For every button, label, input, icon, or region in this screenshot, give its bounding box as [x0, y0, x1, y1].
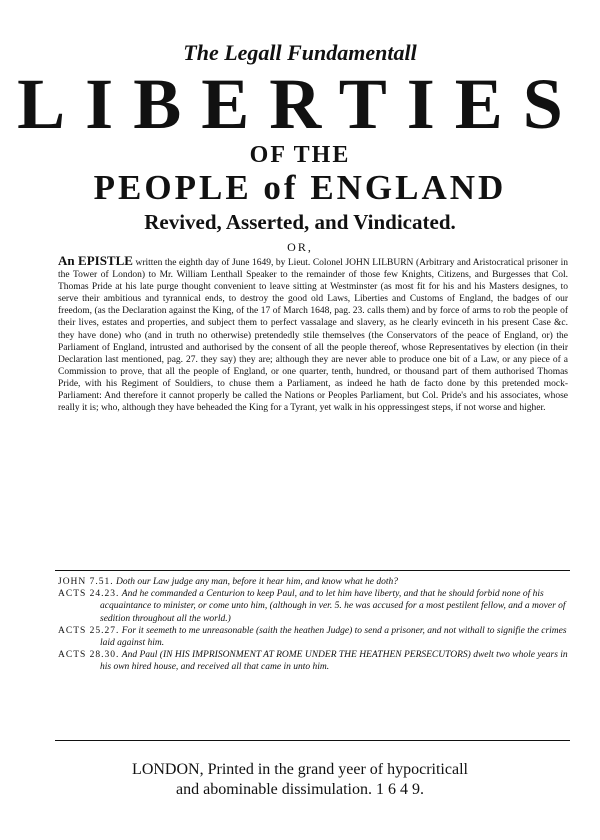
imprint-line-1: LONDON, Printed in the grand yeer of hypocriticall — [132, 761, 468, 778]
reference-citation: ACTS 25.27. — [58, 625, 120, 636]
imprint-line-2: and abominable dissimulation. 1 6 4 9. — [176, 781, 424, 798]
title-of-the: OF THE — [249, 142, 351, 168]
reference-citation: JOHN 7.51. — [58, 577, 114, 587]
reference-item — [58, 588, 570, 625]
title-people-of-england: PEOPLE of ENGLAND — [93, 168, 507, 207]
epistle-text: written the eighth day of June 1649, by Lieut. Colonel JOHN LILBURN (Arbitrary and Aristocratical prisoner in the Tower of London) to Mr. William Lenthall Speaker to the remainder of those few Knights, Citizens, and Burgesses that Col. Thomas Pride at his late purge thought convenient to leave sitting at Westminster (as most fit for his and his Masters designes, to serve their ambitious and tyrannical ends, to destroy the good old Laws, Liberties and Customs of England, the badges of our freedom, (as the Declaration against the King, of the 17 of March 1648, pag. 23. calls them) and by force of arms to rob the people of their lives, estates and properties, and subject them to perfect vassalage and slavery, as he clearly evinceth in his present Case &c. they have done) who (and in truth no otherwise) pretendedly stile themselves (the Conservators of the peace of England, or) the Parliament of England, intrusted and authorised by the consent of all the people thereof, whose Representatives by election (in their Declaration last mentioned, pag. 27. they say) they are; although they are never able to produce one bit of a Law, or any piece of a Commission to prove, that all the people of England, or one quarter, tenth, hundred, or thousand part of them authorised Thomas Pride, with his Regiment of Souldiers, to chuse them a Parliament, as indeed he hath de facto done by this pretended mock-Parliament: And therefore it cannot properly be called the Nations or Peoples Parliament, but Col. Pride's and his associates, whose really it is; who, although they have beheaded the King for a Tyrant, yet walk in his oppressingest steps, if not worse and higher. — [58, 258, 568, 414]
scripture-references — [58, 576, 570, 674]
imprint — [0, 760, 600, 800]
epistle-lead: An EPISTLE — [58, 253, 133, 268]
subtitle-revived: Revived, Asserted, and Vindicated. — [144, 210, 456, 234]
divider-top — [55, 570, 570, 571]
reference-item — [58, 649, 570, 673]
reference-citation: ACTS 28.30. — [58, 650, 120, 661]
reference-text: Doth our Law judge any man, before it hear him, and know what he doth? — [116, 577, 399, 587]
title-liberties: LIBERTIES — [17, 64, 583, 144]
reference-text: And Paul (IN HIS IMPRISONMENT AT ROME UNDER THE HEATHEN PERSECUTORS) dwelt two whole years in his own hired house, and received all that came in unto him. — [100, 650, 568, 673]
title-line-legall-fundamentall: The Legall Fundamentall — [183, 40, 417, 65]
divider-bottom — [55, 740, 570, 741]
reference-citation: ACTS 24.23. — [58, 589, 120, 600]
reference-text: For it seemeth to me unreasonable (saith the heathen Judge) to send a prisoner, and not withall to signifie the crimes laid against him. — [100, 625, 567, 649]
epistle-paragraph — [58, 255, 568, 414]
reference-text: And he commanded a Centurion to keep Paul, and to let him have liberty, and that he should forbid none of his acquaintance to minister, or come unto him, (although in ver. 5. he was accused for a most pestilent fellow, and a mover of sedition throughout all the world.) — [100, 589, 566, 624]
reference-item — [58, 576, 570, 588]
title-or: OR, — [287, 240, 313, 254]
reference-item — [58, 625, 570, 649]
